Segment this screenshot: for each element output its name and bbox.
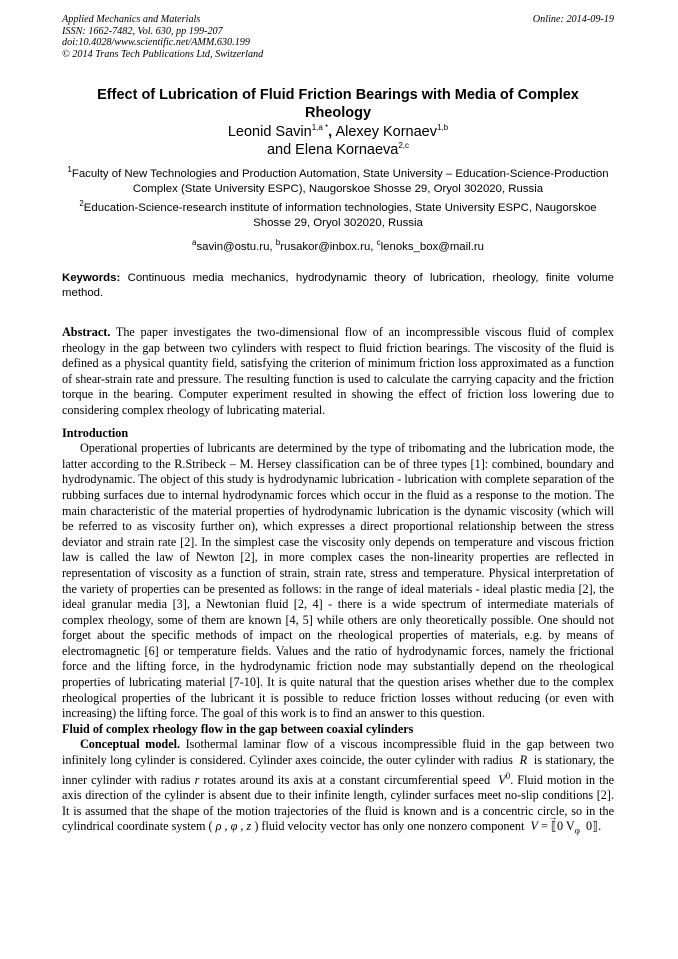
author-superscript: 2,c [398,141,410,151]
keywords-label: Keywords: [62,272,121,284]
paragraph-text: is stationary, the inner cylinder with radius [62,753,614,787]
affiliation-text: Education-Science-research institute of information technologies, State University ESPC, Naugorskoe Shosse 29, Oryol 302020, Russia [83,202,597,229]
affiliation-number: 1 [67,165,72,175]
paragraph-text: rotates around its axis at a constant circumferential speed [203,772,491,787]
email-marker: c [376,238,381,248]
keywords [62,271,614,301]
abstract [62,325,614,419]
keywords-text: Continuous media mechanics, hydrodynamic theory of lubrication, rheology, finite volume method. [62,272,614,299]
author-name: Alexey Kornaev [335,124,437,140]
math-symbol: ρ , φ , z [215,819,252,834]
abstract-text: The paper investigates the two-dimensional flow of an incompressible viscous fluid of complex rheology in the gap between two cylinders with respect to fluid friction bearings. The viscosity of the fluid is defined as a physical quantity field, satisfying the criterion of minimum friction loss approximated as a function of shear-strain rate and pressure. The resulting function is used to calculate the carrying capacity and the friction torque in the bearing. Computer experiment resulted in showing the effect of friction loss lowering due to considering complex rheology of lubricating material. [62,325,615,417]
email-list [62,238,614,253]
journal-name: Applied Mechanics and Materials [62,14,201,25]
email-link[interactable]: lenoks_box@mail.ru [380,241,484,253]
math-superscript: 0 [505,770,511,781]
author-name: Leonid Savin [227,124,312,140]
affiliation-number: 2 [79,199,84,209]
introduction-paragraph: Operational properties of lubricants are determined by the type of tribomating and the lubrication mode, the latter according to the R.Stribeck – M. Hersey classification can be of three types [1]: combined, boundary and hydrodynamic. The object of this study is hydrodynamic lubrication - lubrication with complete separation of the rubbing surfaces due to internal hydrodynamic forces which occur in the fluid as a response to the motion. The main characteristic of the material properties of hydrodynamic lubrication is the dynamic viscosity (which will be referred to as viscosity further on), which expresses a direct proportional relationship between the stress deviator and strain rate [2]. In the simplest case the viscosity only depends on temperature and viscous friction law is called the law of Newton [2], in more complex cases the non-linearity properties are reflected in representation of viscosity as a function of strain, strain rate, stress and temperature. Physical interpretation of the variety of properties can be presented as follows: in the range of ideal materials - ideal plastic media [2], the ideal granular media [3], a Newtonian fluid [2, 4] - there is a wide spectrum of intermediate materials of complex rheology, some of them are known [4, 5] while others are only theoretically possible. One should not forget about the specific methods of impact on the rheological properties of materials, e.g. by means of electromagnetic [6] or temperature fields. Values and the ratio of hydrodynamic forces, namely the frictional force and the lifting force, in the hydrodynamic friction node may substantially depend on the rheological properties of lubricating material [7-10]. It is quite natural that the question arises whether due to the complex rheological properties of the lubricant it is possible to reduce friction losses without reducing (or even with increasing) the lifting force. The goal of this work is to find an answer to this question. [62,441,614,721]
math-symbol: r [194,772,200,787]
paragraph-text: ) fluid velocity vector has only one nonzero component [254,819,525,834]
online-date: Online: 2014-09-19 [532,14,614,25]
email-marker: b [275,238,281,248]
doi-line: doi:10.4028/www.scientific.net/AMM.630.199 [62,37,250,48]
abstract-label: Abstract. [62,325,111,339]
paragraph-label: Conceptual model. [80,737,181,752]
math-subscript: φ [574,825,580,836]
equation: 0⟧. [585,819,602,834]
affiliation-text: Faculty of New Technologies and Production Automation, State University – Education-Science-Production Complex (State University ESPC), Naugorskoe Shosse 29, Oryol 302020, Russia [71,168,609,195]
math-symbol: V [498,772,506,787]
author-superscript: 1,a * [311,123,329,133]
issn-line: ISSN: 1662-7482, Vol. 630, pp 199-207 [62,25,223,37]
copyright-line: © 2014 Trans Tech Publications Ltd, Switzerland [62,48,264,60]
conceptual-model-paragraph [62,737,614,839]
equation: = ⟦0 V [541,819,575,834]
velocity-vector: → V [531,819,538,833]
email-link[interactable]: rusakor@inbox.ru, [280,241,374,253]
paper-page [62,14,614,840]
author-name: and Elena Kornaeva [266,142,399,158]
journal-header [62,14,614,60]
paper-title: Effect of Lubrication of Fluid Friction Bearings with Media of Complex Rheology [97,87,579,121]
author-superscript: 1,b [437,123,449,133]
author-list: Leonid Savin$^{1,a *}$, Alexey Kornaev$^{1,b}$ and Elena Kornaeva$^{2,c}$ [227,123,449,158]
math-symbol: R [519,753,528,768]
affiliation-2 [62,201,614,231]
email-link[interactable]: savin@ostu.ru, [196,241,273,253]
paragraph-text: Isothermal laminar flow of a viscous incompressible fluid in the gap between two infinitely long cylinder is considered. Cylinder axes coincide, the outer cylinder with radius [62,737,614,768]
paragraph-text: . Fluid motion in the axis direction of the cylinder is absent due to their infinite length, cylinder surfaces meet no-slip conditions [2]. It is assumed that the shape of the motion trajectories of the fluid is known and is a concentric circle, so in the cylindrical coordinate system ( [62,772,615,834]
section-heading: Fluid of complex rheology flow in the gap between coaxial cylinders [62,721,414,736]
affiliation-1 [62,167,614,197]
section-heading: Introduction [62,425,129,440]
email-marker: a [191,238,197,248]
